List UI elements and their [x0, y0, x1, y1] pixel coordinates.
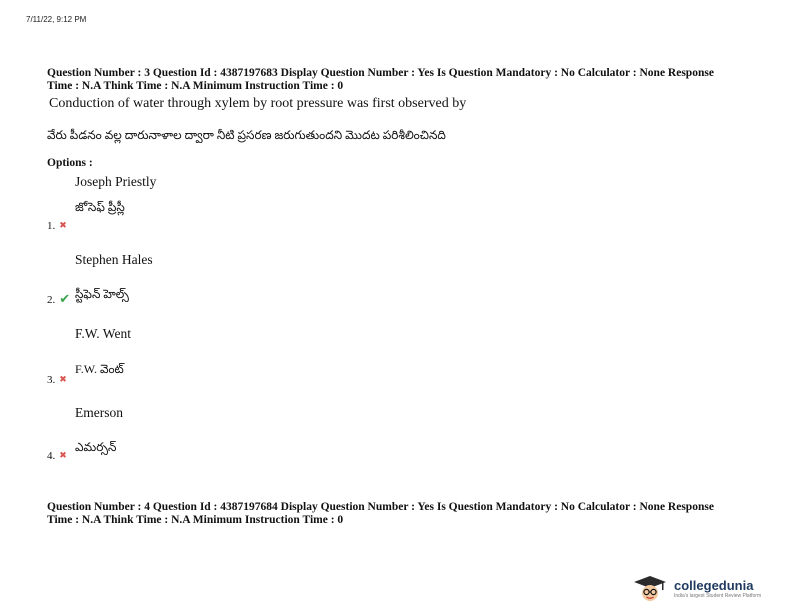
wrong-mark-icon: ✖: [59, 221, 67, 231]
option-1-text-te: జోసెఫ్ ప్రీస్లీ: [75, 200, 125, 214]
option-3-text-en: F.W. Went: [75, 326, 131, 341]
option-4-number: [47, 450, 67, 462]
option-4-text-en: Emerson: [75, 405, 123, 420]
wrong-mark-icon: ✖: [59, 375, 67, 385]
option-2-text-en: Stephen Hales: [75, 252, 153, 267]
question-4-meta-line2: Time : N.A Think Time : N.A Minimum Instruction Time : 0: [47, 514, 344, 526]
question-4-meta: [47, 501, 767, 527]
option-2-number: [47, 292, 70, 307]
option-4-number-label: 4.: [47, 450, 56, 462]
logo-tagline: India's largest Student Review Platform: [674, 593, 762, 599]
collegedunia-logo: [632, 575, 761, 603]
option-1-number: [47, 220, 67, 232]
question-3-meta-line1: Question Number : 3 Question Id : 4387197683 Display Question Number : Yes Is Question Mandatory : No Calculator : None Response: [47, 67, 714, 79]
question-3-text-en: Conduction of water through xylem by root pressure was first observed by: [49, 96, 467, 111]
option-3-number: [47, 374, 67, 386]
logo-brand: collegedunia: [674, 578, 754, 593]
option-4-text-te: ఎమర్సన్: [75, 440, 117, 454]
option-2-text-te: స్టీఫెన్ హెల్స్: [75, 287, 129, 301]
option-1-number-label: 1.: [47, 220, 56, 232]
question-4-meta-line1: Question Number : 4 Question Id : 4387197684 Display Question Number : Yes Is Question Mandatory : No Calculator : None Response: [47, 501, 714, 513]
option-2-number-label: 2.: [47, 293, 56, 306]
print-timestamp: 7/11/22, 9:12 PM: [26, 15, 87, 24]
question-3-meta-line2: Time : N.A Think Time : N.A Minimum Instruction Time : 0: [47, 80, 344, 92]
options-label: Options :: [47, 157, 93, 169]
correct-check-icon: ✔: [59, 292, 71, 307]
option-1-text-en: Joseph Priestly: [75, 174, 157, 189]
question-3-text-te: వేరు పీడనం వల్ల దారునాళాల ద్వారా నీటి ప్రసరణ జరుగుతుందని మొదట పరిశీలించినది: [47, 128, 446, 142]
graduate-mascot-icon: [632, 575, 668, 603]
question-3-meta: [47, 67, 767, 93]
wrong-mark-icon: ✖: [59, 451, 67, 461]
logo-text: [674, 579, 761, 599]
option-3-text-te: F.W. వెంట్: [75, 362, 124, 376]
option-3-number-label: 3.: [47, 374, 56, 386]
